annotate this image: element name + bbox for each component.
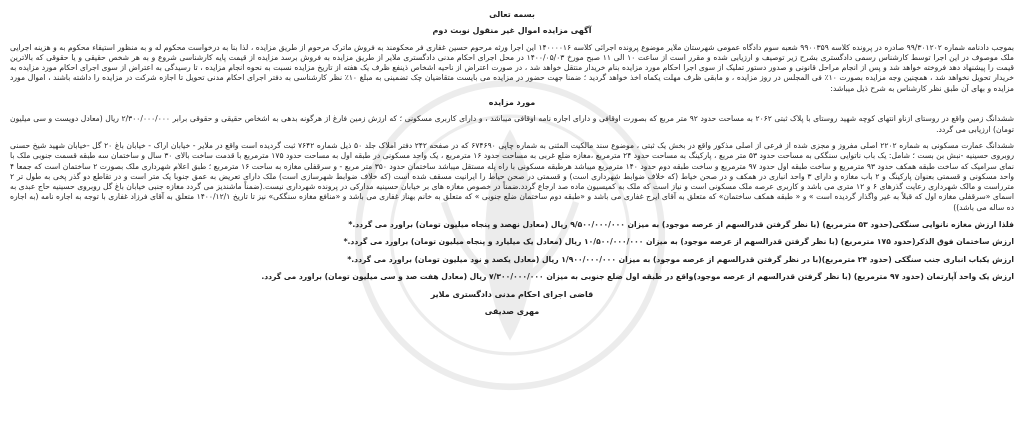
bismillah-heading: بسمه تعالی [489,10,535,19]
valuation-line-storage: ارزش یکباب انباری جنب سنگکی (حدود ۲۴ مترمربع)(با در نظر گرفتن قدرالسهم از عرصه موجود) به میزان ۱/۹۰۰/۰۰۰/۰۰۰ ریال (معادل یکصد و نود میلیون تومان) براورد می گردد.* [347,254,1014,264]
signatory-title: قاضی اجرای احکام مدنی دادگستری ملایر [430,290,594,300]
valuation-line-bakery: فلذا ارزش مغازه نانوایی سنگکی(حدود ۵۳ مترمربع) (با نظر گرفتن قدرالسهم از عرصه موجود) به میزان ۹/۵۰۰/۰۰۰/۰۰۰ ریال (معادل نهصد و پنجاه میلیون تومان) براورد می گردد.* [348,220,1014,230]
signatory-name: مهری صدیقی [484,306,540,316]
item-building-paragraph: ششدانگ عمارت مسکونی به شماره ۲۲۰۲ اصلی مفروز و مجزی شده از فرعی از اصلی مذکور واقع در بخش یک ثبتی ، موضوع سند مالکیت المثنی به شماره چاپی ۶۷۴۶۹۰ که در صفحه ۲۴۲ دفتر املاک جلد ۵۰ ذیل شماره ۷۶۴۲ ثبت گردیده است واقع در ملایر - خیابان اراک - خیابان باغ ۲۰ گل -خیابان شهید شیخ حسنی روبروی حسینیه -نبش بن بست ؛ شامل: یک باب ناتوایی سنگکی به مساحت حدود ۵۳ متر مربع ، پارکینگ به مساحت حدود ۲۴ مترمربع ،مغازه ضلع غربی به مساحت حدود ۱۶ مترمربع ، یک واحد مسکونی در طبقه اول به مساحت حدود ۱۷۵ مترمربع با قدمت ساخت بالای ۳۰ سال و ساختمان سه طبقه قسمت جنوبی ملک با نمای سرامیک که ساخت طبقه همکف حدود ۹۳ مترمربع و ساخت طبقه اول حدود ۹۷ مترمربع و ساخت طبقه دوم حدود ۱۴۰ مترمربع میباشد هرطبقه مسکونی با راه پله مستقل میباشد ساختمان حدود ۳۵۰ متر مربع - و سرقفلی مغازه به ساحت ۱۶ مترمربع ؛ طبق اعلام شهرداری ملک بصورت ۲ ساختمان است که جمعا ۴ واحد مسکونی و قسمتی بعنوان پارکینگ و ۲ باب مغازه و دارای ۳ واحد انباری در همکف و در صحن خیاط (که خلاف ضوابط شهرداری است) و قسمتی در صحن حیاط را ایرانیت مسقف شده است (که خلاف ضوابط شهرسازی است) ملک دارای تعریض به عمق جنوبا یک متر است و در تقاطع دو گذر پخی به طول تر ۲ مترراست و مالک شهرداری رعایت گذرهای ۶ و ۱۲ متری می باشد و کاربری عرصه ملک مسکونی است و نیاز است که ملک به کمیسیون ماده صد ارجاع گردد.ضمناً در خصوص مغازه های بر خیابان حسینیه مدارکی در پرونده شهرداری نیست.(ضمناً ماشندیز می گردد مغازه جنبی خیابان باغ گل روبروی حسینیه حاج عبدی به اسمای «سرقفلی مغازه اول که قبلاً به غیر واگذار گردیده است » و « طبقه همکف ساختمان» که متعلق به آقای ایرج غفاری می باشد و «طبقه دوم ساختمان ضلع جنوبی » که متعلق به خانم بهناز غفاری می باشد و «منافع مغازه سنگکی» نیز تا تاریخ ۱۴۰۰/۱۲/۱ متعلق به آقای فرزاد غفاری با توجه به اجاره نامه (به اجاره ده ساله می باشد)) [10,140,1015,212]
valuation-line-residence: ارزش ساختمان فوق الذکر(حدود ۱۷۵ مترمربع) (با نظر گرفتن قدرالسهم از عرصه موجود) به میزان ۱۰/۵۰۰/۰۰۰/۰۰۰ ریال (معادل یک میلیارد و پنجاه میلیون تومان) براورد می گردد.* [343,237,1014,247]
item-land-paragraph: ششدانگ زمین واقع در روستای ازناو انتهای کوچه شهید روستای با پلاک ثبتی ۲۰۶۲ به مساحت حدود ۹۲ متر مربع که بصورت اوقافی و دارای اجاره نامه اوقافی میباشد ، و دارای کاربری مسکونی ؛ که ارزش زمین فارغ از هرگونه بدهی به اشخاص حقیقی و حقوقی برابر ۲/۳۰۰/۰۰۰/۰۰۰ ریال (معادل دویست و سی میلیون تومان) ارزیابی می گردد. [10,114,1014,134]
valuation-line-apartment: ارزش یک واحد آپارتمان (حدود ۹۷ مترمربع) (با نظر گرفتن قدرالسهم از عرصه موجود)واقع در طبقه اول ضلع جنوبی به میزان ۷/۳۰۰/۰۰۰/۰۰۰ ریال (معادل هفت صد و سی میلیون تومان) براورد می گردد. [261,271,1014,281]
items-section-title: مورد مزایده [488,98,536,108]
notice-title: آگهی مزایده اموال غیر منقول نوبت دوم [432,26,592,36]
intro-paragraph: بموجب دادنامه شماره ۹۹/۳۰۱۲۰۲ صادره در پرونده کلاسه ۹۹۰۰۳۵۹ شعبه سوم دادگاه عمومی شهرستان ملایر موضوع پرونده اجرائی کلاسه ۱۴۰۰۰۰۱۶ این اجرا ورثه مرحوم حسین غفاری فر محکومند به فروش ماترک مرحوم از طریق مزایده ، لذا بنا به درخواست محکوم له و به منظور استیفاء محکوم به و هزینه اجرایی ملک موصوف در این اجرا توسط کارشناس رسمی دادگستری بشرح زیر توصیف و ارزیابی شده و مقرر است از ساعت ۱۰ الی ۱۱ صبح مورخ ۱۴۰۰/۰۵/۰۳ در محل اجرای احکام مدنی دادگستری ملایر از طریق مزایده به فروش برسد مزایده از قیمت پایه کارشناسی شروع و به هر شخص حقیقی و یا حقوقی که بالاترین قیمت را پیشنهاد دهد فروخته خواهد شد و پس از انجام مراحل قانونی و صدور دستور تملیک از سوی اجرا احکام مورد مزایده بنام خریدار منتقل خواهد شد ، در صورت اعتراض از ناحیه اشخاص ذینفع ظرف یک هفته از تاریخ مزایده نسبت به نحوه انجام مزایده ، تا رسیدگی به اعتراض از سوی اجرای احکام مورد مزایده به خریدار تحویل نخواهد شد ، همچنین وجه مزایده بصورت ۱۰٪ فی المجلس در روز مزایده ، و مابقی ظرف مهلت یکماه اخذ خواهد گردید ؛ ضمنا جهت حضور در مزایده می بایست متقاضیان چک تضمینی به مبلغ ۱۰٪ نظر کارشناسی به دفتر اجرای احکام مدنی تحویل تا اجازه شرکت در مزایده را داشته باشند ، اموال مورد مزایده و بهای آن طبق نظر کارشناس به شرح ذیل میباشد: [10,42,1014,93]
